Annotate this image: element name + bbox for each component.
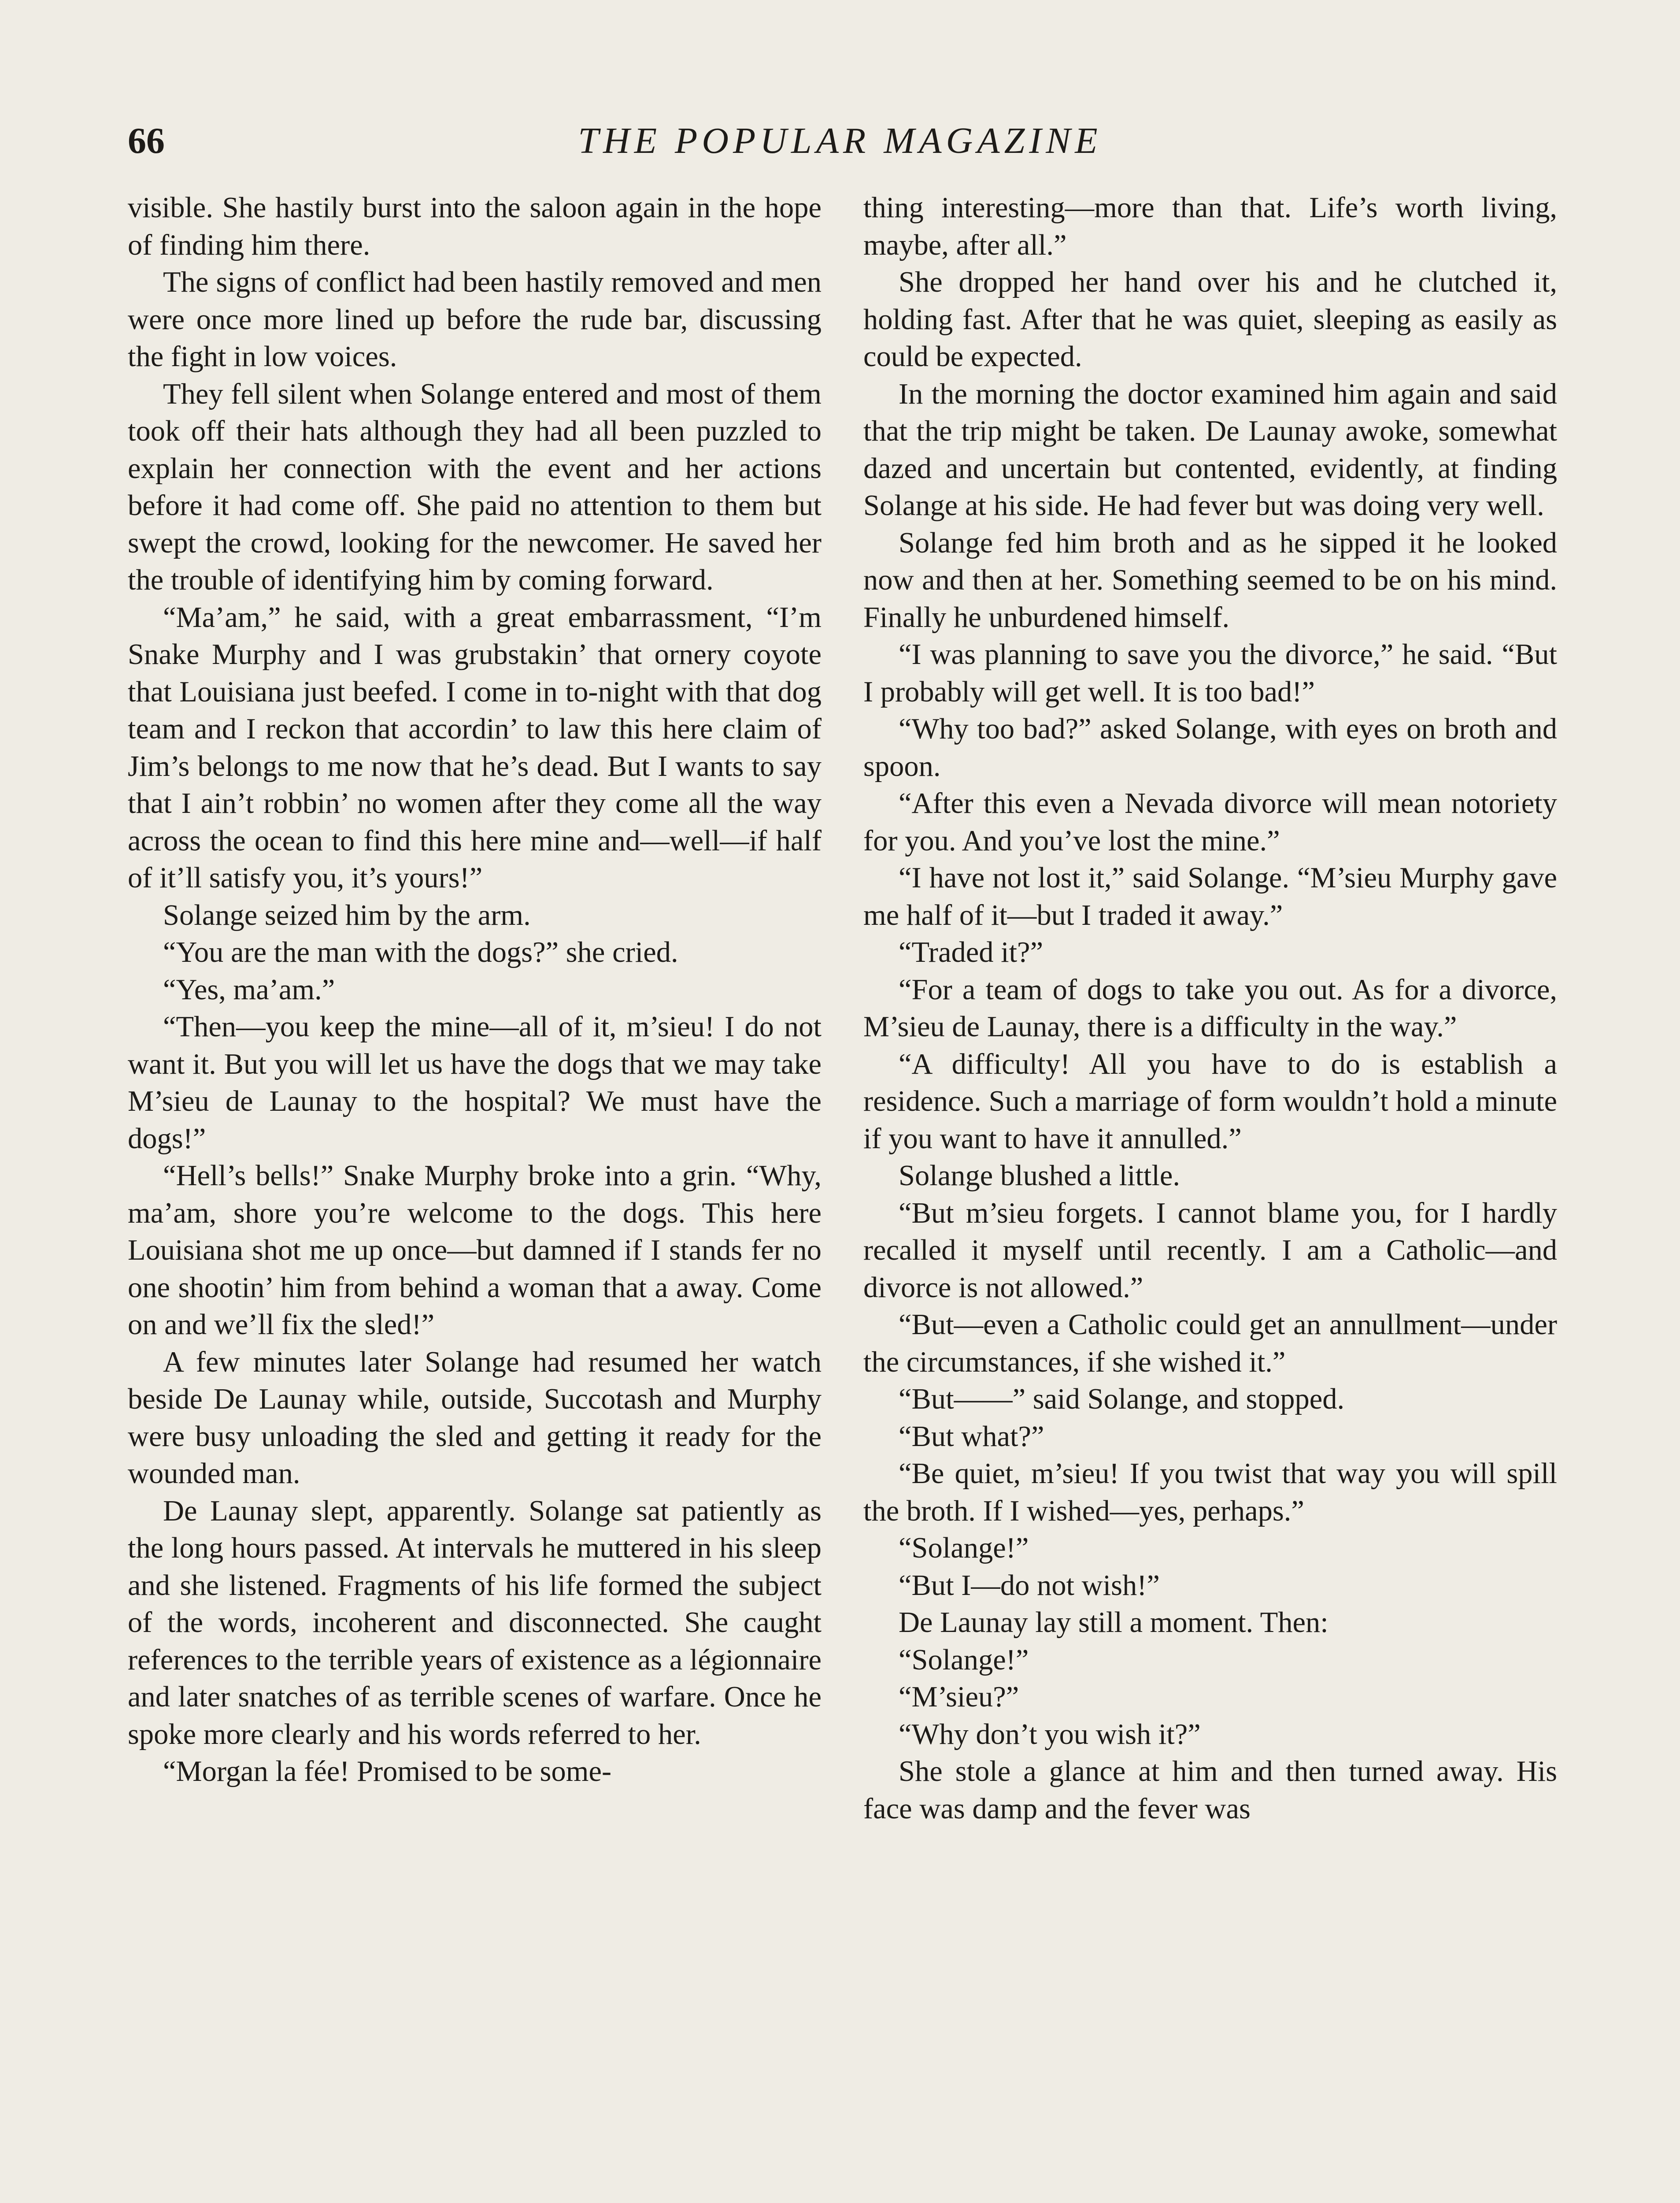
running-title: THE POPULAR MAGAZINE xyxy=(578,120,1102,161)
paragraph: thing interesting—more than that. Life’s worth living, maybe, after all.” xyxy=(863,192,1557,261)
paragraph: “Hell’s bells!” Snake Murphy broke into a grin. “Why, ma’am, shore you’re welcome to the dogs. This here Louisiana shot me up once—but damned if I stands fer no one shootin’ him from behind a woman that a away. Come on and we’ll fix the sled!” xyxy=(128,1160,821,1341)
page-header xyxy=(128,115,1552,167)
paragraph: “After this even a Nevada divorce will mean notoriety for you. And you’ve lost the mine.” xyxy=(863,787,1557,857)
paragraph: In the morning the doctor examined him again and said that the trip might be taken. De Launay awoke, somewhat dazed and uncertain but contented, evidently, at finding Solange at his side. He had fever but was doing very well. xyxy=(863,378,1557,522)
paragraph: “Ma’am,” he said, with a great embarrassment, “I’m Snake Murphy and I was grubstakin’ that ornery coyote that Louisiana just beefed. I come in to-night with that dog team and I reckon that accordin’ to law this here claim of Jim’s belongs to me now that he’s dead. But I wants to say that I ain’t robbin’ no women after they come all the way across the ocean to find this here mine and—well—if half of it’ll satisfy you, it’s yours!” xyxy=(128,601,821,894)
paragraph: Solange fed him broth and as he sipped it he looked now and then at her. Something seemed to be on his mind. Finally he unburdened himself. xyxy=(863,527,1557,634)
paragraph: “For a team of dogs to take you out. As for a divorce, M’sieu de Launay, there is a difficulty in the way.” xyxy=(863,973,1557,1043)
paragraph: “A difficulty! All you have to do is establish a residence. Such a marriage of form wouldn’t hold a minute if you want to have it annulled.” xyxy=(863,1048,1557,1155)
paragraph: “Then—you keep the mine—all of it, m’sieu! I do not want it. But you will let us have the dogs that we may take M’sieu de Launay to the hospital? We must have the dogs!” xyxy=(128,1011,821,1155)
right-column xyxy=(863,189,1557,1828)
paragraph: “I have not lost it,” said Solange. “M’sieu Murphy gave me half of it—but I traded it away.” xyxy=(863,862,1557,931)
paragraph: “You are the man with the dogs?” she cried. xyxy=(163,936,678,968)
paragraph: “Solange!” xyxy=(899,1643,1029,1676)
paragraph: “But—even a Catholic could get an annullment—under the circumstances, if she wished it.” xyxy=(863,1309,1557,1378)
paragraph: They fell silent when Solange entered and most of them took off their hats although they had all been puzzled to explain her connection with the event and her actions before it had come off. She paid no attention to them but swept the crowd, looking for the newcomer. He saved her the trouble of identifying him by coming forward. xyxy=(128,378,821,596)
left-column xyxy=(128,189,821,1791)
paragraph: “But——” said Solange, and stopped. xyxy=(899,1383,1345,1415)
paragraph: De Launay slept, apparently. Solange sat patiently as the long hours passed. At intervals he muttered in his sleep and she listened. Fragments of his life formed the subject of the words, incoherent and disconnected. She caught references to the terrible years of existence as a légionnaire and later snatches of as terrible scenes of warfare. Once he spoke more clearly and his words referred to her. xyxy=(128,1495,821,1751)
paragraph: “Why don’t you wish it?” xyxy=(899,1718,1201,1751)
paragraph: Solange blushed a little. xyxy=(899,1160,1180,1192)
paragraph: She dropped her hand over his and he clutched it, holding fast. After that he was quiet, sleeping as easily as could be expected. xyxy=(863,266,1557,373)
paragraph: “Traded it?” xyxy=(899,936,1044,968)
paragraph: “Solange!” xyxy=(899,1532,1029,1564)
page-number: 66 xyxy=(128,120,165,161)
paragraph: De Launay lay still a moment. Then: xyxy=(899,1606,1328,1639)
paragraph: A few minutes later Solange had resumed her watch beside De Launay while, outside, Succotash and Murphy were busy unloading the sled and getting it ready for the wounded man. xyxy=(128,1346,821,1490)
paragraph: “But I—do not wish!” xyxy=(899,1569,1160,1602)
paragraph: “M’sieu?” xyxy=(899,1681,1019,1713)
paragraph: “Why too bad?” asked Solange, with eyes on broth and spoon. xyxy=(863,713,1557,783)
paragraph: The signs of conflict had been hastily removed and men were once more lined up before the rude bar, discussing the fight in low voices. xyxy=(128,266,821,373)
paragraph: “Morgan la fée! Promised to be some- xyxy=(163,1755,612,1788)
paragraph: “But m’sieu forgets. I cannot blame you, for I hardly recalled it myself until recently. I am a Catholic—and divorce is not allowed.” xyxy=(863,1197,1557,1304)
paragraph: “Yes, ma’am.” xyxy=(163,973,335,1006)
paragraph: “But what?” xyxy=(899,1420,1044,1453)
paragraph: She stole a glance at him and then turned away. His face was damp and the fever was xyxy=(863,1755,1557,1825)
paragraph: Solange seized him by the arm. xyxy=(163,899,531,931)
paragraph: “I was planning to save you the divorce,” he said. “But I probably will get well. It is too bad!” xyxy=(863,638,1557,708)
paragraph: “Be quiet, m’sieu! If you twist that way you will spill the broth. If I wished—yes, perhaps.” xyxy=(863,1458,1557,1527)
paragraph: visible. She hastily burst into the saloon again in the hope of finding him there. xyxy=(128,192,821,261)
